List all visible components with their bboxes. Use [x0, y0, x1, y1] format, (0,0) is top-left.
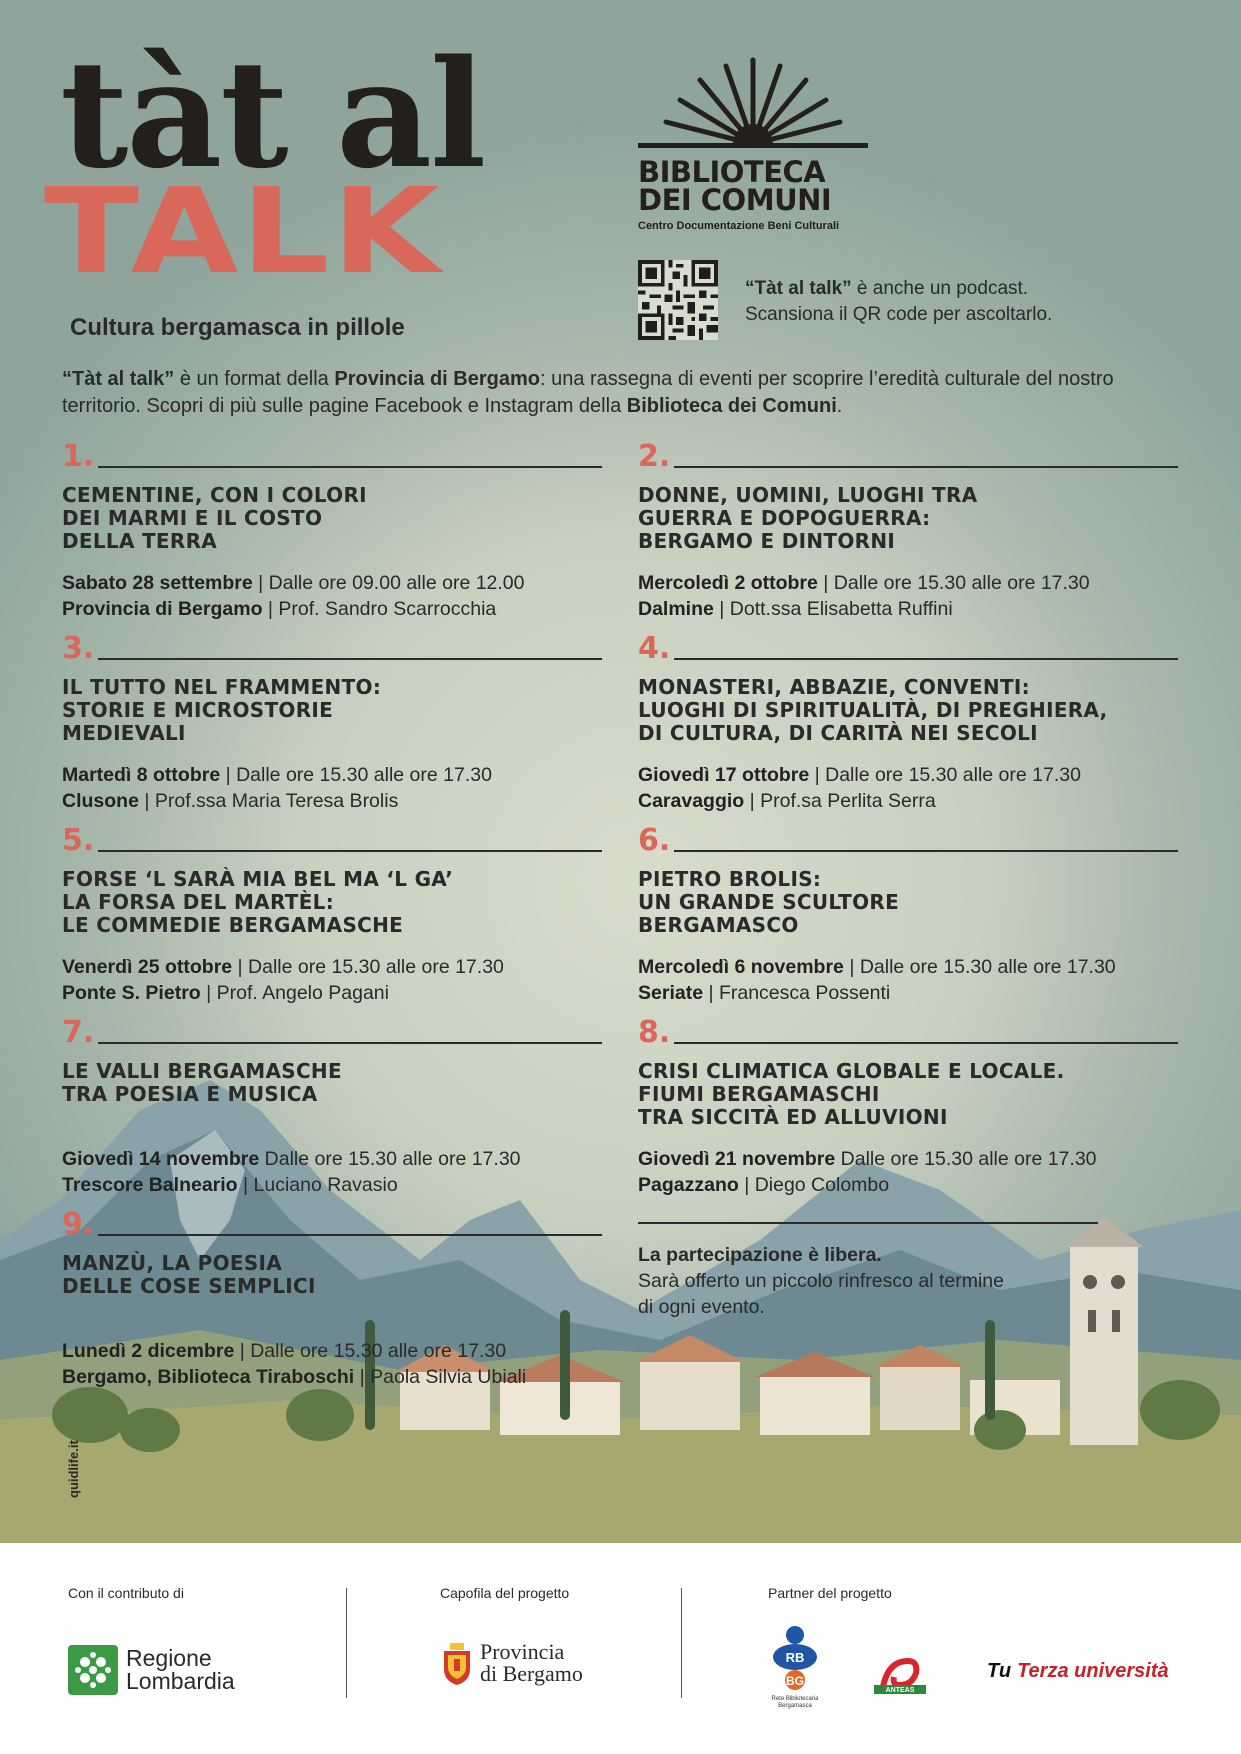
event-divider	[674, 466, 1178, 468]
event-divider	[98, 658, 602, 660]
event-title-line: BERGAMO E DINTORNI	[638, 529, 896, 553]
event-separator: |	[232, 956, 249, 978]
event-place: Ponte S. Pietro	[62, 982, 201, 1004]
event-date: Mercoledì 6 novembre	[638, 956, 844, 978]
event-number: 4.	[638, 631, 671, 666]
event-time: Dalle ore 15.30 alle ore 17.30	[833, 572, 1090, 594]
rete-bibliotecaria-logo[interactable]	[765, 1625, 825, 1710]
event-date: Giovedì 17 ottobre	[638, 764, 810, 786]
footer-divider	[346, 1588, 347, 1698]
event-date: Giovedì 14 novembre	[62, 1148, 260, 1170]
event-speaker: Prof. Sandro Scarrocchia	[278, 598, 497, 620]
event-3	[62, 630, 602, 814]
intro-paragraph	[62, 366, 1172, 420]
event-separator: |	[817, 572, 834, 594]
provincia-line1: Provincia	[480, 1639, 565, 1664]
event-title-line: MEDIEVALI	[62, 721, 186, 745]
biblioteca-name-line2: DEI COMUNI	[638, 183, 832, 217]
event-2	[638, 438, 1178, 622]
event-divider	[98, 1234, 602, 1236]
rose-camuna-icon	[68, 1645, 118, 1695]
podcast-title: “Tàt al talk”	[745, 278, 852, 299]
event-place: Seriate	[638, 982, 704, 1004]
podcast-note	[745, 276, 1052, 328]
event-title-line: STORIE E MICROSTORIE	[62, 698, 334, 722]
event-number: 2.	[638, 439, 671, 474]
event-title-line: UN GRANDE SCULTORE	[638, 890, 900, 914]
event-separator: |	[809, 764, 826, 786]
event-speaker: Prof.sa Perlita Serra	[760, 790, 936, 812]
event-title	[62, 676, 602, 748]
anteas-label: ANTEAS	[885, 1687, 915, 1694]
anteas-mark-icon	[872, 1655, 928, 1699]
note-divider	[638, 1222, 1098, 1224]
event-speaker: Dott.ssa Elisabetta Ruffini	[729, 598, 953, 620]
event-speaker: Prof. Angelo Pagani	[216, 982, 389, 1004]
event-4	[638, 630, 1178, 814]
regione-lombardia-logo[interactable]	[68, 1645, 235, 1695]
event-date: Sabato 28 settembre	[62, 572, 253, 594]
event-number: 6.	[638, 823, 671, 858]
event-title-line: LA FORSA DEL MARTÈL:	[62, 890, 334, 914]
sunrise-book-icon	[638, 52, 868, 152]
intro-text-1: è un format della	[174, 368, 335, 390]
event-title-line: LUOGHI DI SPIRITUALITÀ, DI PREGHIERA,	[638, 698, 1108, 722]
event-time: Dalle ore 15.30 alle ore 17.30	[859, 956, 1116, 978]
rb-caption: Rete Bibliotecaria Bergamasca	[771, 1696, 819, 1709]
event-separator: |	[744, 790, 761, 812]
event-1	[62, 438, 602, 622]
event-title-line: LE COMMEDIE BERGAMASCHE	[62, 913, 404, 937]
event-date: Mercoledì 2 ottobre	[638, 572, 818, 594]
intro-bold-3: Biblioteca dei Comuni	[626, 395, 837, 417]
event-separator: |	[234, 1340, 251, 1362]
event-title-line: MANZÙ, LA POESIA	[62, 1251, 283, 1275]
intro-text-3: .	[836, 395, 843, 417]
event-6	[638, 822, 1178, 1006]
event-number: 1.	[62, 439, 95, 474]
event-place: Bergamo, Biblioteca Tiraboschi	[62, 1366, 355, 1388]
event-divider	[98, 1042, 602, 1044]
event-separator: |	[252, 572, 269, 594]
rb-label: RB	[785, 1650, 805, 1665]
biblioteca-name-line1: BIBLIOTECA	[638, 155, 826, 189]
event-time: Dalle ore 15.30 alle ore 17.30	[248, 956, 504, 978]
event-separator: |	[843, 956, 860, 978]
event-place: Pagazzano	[638, 1174, 739, 1196]
event-title-line: IL TUTTO NEL FRAMMENTO:	[62, 675, 382, 699]
event-title-line: GUERRA E DOPOGUERRA:	[638, 506, 931, 530]
event-date: Lunedì 2 dicembre	[62, 1340, 235, 1362]
event-time: Dalle ore 15.30 alle ore 17.30	[236, 764, 492, 786]
event-date: Martedì 8 ottobre	[62, 764, 221, 786]
event-title-line: FIUMI BERGAMASCHI	[638, 1082, 880, 1106]
intro-text-2: : una rassegna di eventi per scoprire l’eredità culturale del nostro territorio. Scopri di più sulle pagine Facebook e Instagram della	[62, 368, 1114, 417]
event-title-line: CRISI CLIMATICA GLOBALE E LOCALE.	[638, 1059, 1065, 1083]
event-separator: |	[138, 790, 155, 812]
event-place: Trescore Balneario	[62, 1174, 238, 1196]
bg-label: BG	[786, 1674, 804, 1688]
event-8	[638, 1014, 1178, 1198]
title-top: tàt al	[60, 27, 485, 201]
event-time: Dalle ore 15.30 alle ore 17.30	[840, 1148, 1097, 1170]
event-number: 5.	[62, 823, 95, 858]
event-title-line: DI CULTURA, DI CARITÀ NEI SECOLI	[638, 721, 1038, 745]
event-separator: |	[738, 1174, 755, 1196]
title-bottom: TALK	[44, 162, 443, 300]
event-separator: |	[220, 764, 237, 786]
event-place: Dalmine	[638, 598, 714, 620]
event-separator: |	[262, 598, 279, 620]
note-line-1: Sarà offerto un piccolo rinfresco al termine	[638, 1270, 1004, 1292]
event-title-line: CEMENTINE, CON I COLORI	[62, 483, 367, 507]
event-date: Venerdì 25 ottobre	[62, 956, 233, 978]
regione-line1: Regione	[126, 1645, 212, 1671]
event-speaker: Diego Colombo	[754, 1174, 890, 1196]
contrib-label: Con il contributo di	[68, 1585, 184, 1601]
regione-line2: Lombardia	[126, 1668, 235, 1694]
qr-code[interactable]	[638, 260, 718, 340]
event-separator: |	[237, 1174, 254, 1196]
event-title	[638, 1060, 1178, 1132]
event-title-line: TRA SICCITÀ ED ALLUVIONI	[638, 1105, 948, 1129]
note-line-2: di ogni evento.	[638, 1296, 765, 1318]
provincia-line2: di Bergamo	[480, 1661, 583, 1686]
event-number: 3.	[62, 631, 95, 666]
event-divider	[674, 658, 1178, 660]
event-place: Clusone	[62, 790, 139, 812]
event-time: Dalle ore 09.00 alle ore 12.00	[268, 572, 525, 594]
event-place: Caravaggio	[638, 790, 745, 812]
rb-figure-icon	[770, 1625, 820, 1691]
podcast-text-2: Scansiona il QR code per ascoltarlo.	[745, 304, 1053, 325]
event-title	[62, 484, 602, 556]
event-title-line: MONASTERI, ABBAZIE, CONVENTI:	[638, 675, 1030, 699]
event-divider	[674, 850, 1178, 852]
event-time: Dalle ore 15.30 alle ore 17.30	[250, 1340, 507, 1362]
event-title-line: DEI MARMI E IL COSTO	[62, 506, 323, 530]
event-title	[62, 1060, 602, 1132]
event-title-line: FORSE ‘L SARÀ MIA BEL MA ‘L GA’	[62, 867, 454, 891]
event-speaker: Luciano Ravasio	[253, 1174, 398, 1196]
event-separator: |	[703, 982, 719, 1004]
footer-divider	[681, 1588, 682, 1698]
event-number: 9.	[62, 1207, 95, 1242]
event-title-line: PIETRO BROLIS:	[638, 867, 822, 891]
capofila-label: Capofila del progetto	[440, 1585, 570, 1601]
participation-note	[638, 1222, 1098, 1320]
event-title-line: BERGAMASCO	[638, 913, 799, 937]
design-credit: quidlife.it	[66, 1440, 81, 1498]
event-separator: |	[713, 598, 730, 620]
event-number: 7.	[62, 1015, 95, 1050]
event-title-line: DONNE, UOMINI, LUOGHI TRA	[638, 483, 978, 507]
event-title	[638, 484, 1178, 556]
event-time: Dalle ore 15.30 alle ore 17.30	[825, 764, 1081, 786]
event-title-line: LE VALLI BERGAMASCHE	[62, 1059, 342, 1083]
note-heading: La partecipazione è libera.	[638, 1244, 882, 1266]
event-title-line: TRA POESIA E MUSICA	[62, 1082, 318, 1106]
terza-mark: Tu	[987, 1660, 1012, 1682]
event-speaker: Prof.ssa Maria Teresa Brolis	[154, 790, 399, 812]
event-title	[62, 1252, 602, 1324]
biblioteca-logo	[638, 52, 868, 232]
event-date: Giovedì 21 novembre	[638, 1148, 836, 1170]
event-9	[62, 1206, 602, 1390]
provincia-crest-icon	[440, 1641, 474, 1685]
footer	[0, 1543, 1241, 1754]
biblioteca-subtitle: Centro Documentazione Beni Culturali	[638, 220, 840, 232]
podcast-text-1: è anche un podcast.	[851, 278, 1029, 299]
anteas-logo[interactable]	[872, 1655, 928, 1704]
event-title	[638, 868, 1178, 940]
event-title	[62, 868, 602, 940]
event-separator: |	[200, 982, 217, 1004]
intro-bold-1: “Tàt al talk”	[62, 368, 175, 390]
event-title-line: DELLE COSE SEMPLICI	[62, 1274, 316, 1298]
event-divider	[98, 466, 602, 468]
event-divider	[674, 1042, 1178, 1044]
event-speaker: Francesca Possenti	[718, 982, 891, 1004]
provincia-bergamo-logo[interactable]	[440, 1641, 583, 1685]
event-speaker: Paola Silvia Ubiali	[370, 1366, 527, 1388]
intro-bold-2: Provincia di Bergamo	[334, 368, 540, 390]
event-place: Provincia di Bergamo	[62, 598, 263, 620]
event-title-line: DELLA TERRA	[62, 529, 218, 553]
event-5	[62, 822, 602, 1006]
event-separator: |	[354, 1366, 371, 1388]
event-number: 8.	[638, 1015, 671, 1050]
terza-text: Terza università	[1017, 1660, 1169, 1682]
event-time: Dalle ore 15.30 alle ore 17.30	[264, 1148, 521, 1170]
event-7	[62, 1014, 602, 1198]
event-divider	[98, 850, 602, 852]
partner-label: Partner del progetto	[768, 1585, 892, 1601]
event-title	[638, 676, 1178, 748]
terza-universita-logo[interactable]	[987, 1660, 1169, 1683]
subtitle: Cultura bergamasca in pillole	[70, 314, 405, 341]
